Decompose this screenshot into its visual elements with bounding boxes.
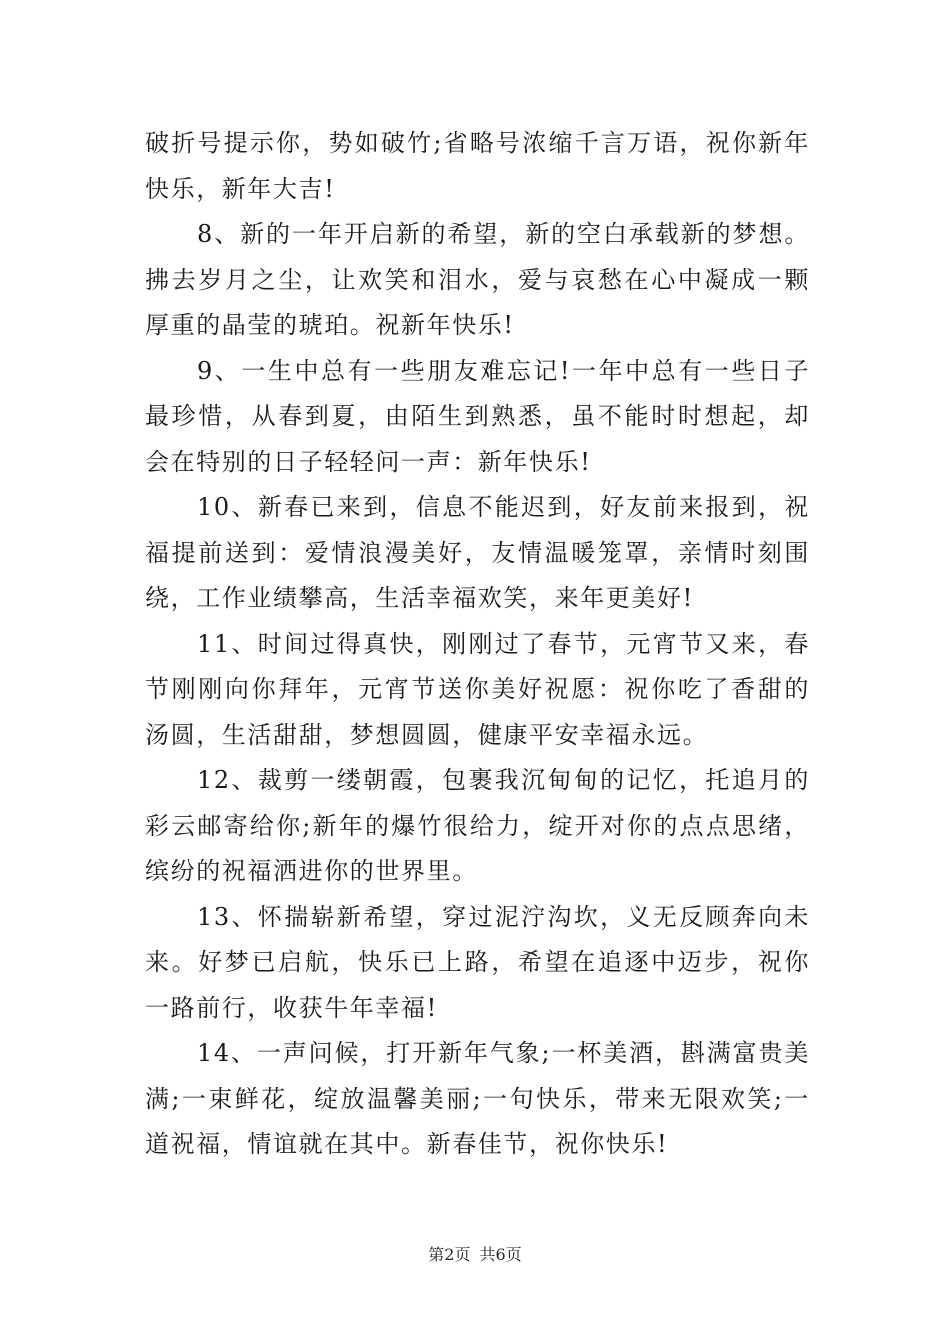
page-number: 第2页	[428, 1245, 471, 1264]
paragraph-5: 11、时间过得真快，刚刚过了春节，元宵节又来，春节刚刚向你拜年，元宵节送你美好祝愿：祝你吃了香甜的汤圆，生活甜甜，梦想圆圆，健康平安幸福永远。	[145, 629, 810, 749]
paragraph-8: 14、一声问候，打开新年气象;一杯美酒，斟满富贵美满;一束鲜花，绽放温馨美丽;一句快乐，带来无限欢笑;一道祝福，情谊就在其中。新春佳节，祝你快乐!	[145, 1039, 810, 1158]
page-footer	[0, 1242, 950, 1265]
paragraph-1: 破折号提示你，势如破竹;省略号浓缩千言万语，祝你新年快乐，新年大吉!	[145, 129, 810, 203]
body-text	[145, 121, 810, 1168]
paragraph-3: 9、一生中总有一些朋友难忘记!一年中总有一些日子最珍惜，从春到夏，由陌生到熟悉，虽不能时时想起，却会在特别的日子轻轻问一声：新年快乐!	[145, 356, 810, 476]
paragraph-2: 8、新的一年开启新的希望，新的空白承载新的梦想。拂去岁月之尘，让欢笑和泪水，爱与哀愁在心中凝成一颗厚重的晶莹的琥珀。祝新年快乐!	[145, 220, 810, 339]
paragraph-7: 13、怀揣崭新希望，穿过泥泞沟坎，义无反顾奔向未来。好梦已启航，快乐已上路，希望在追逐中迈步，祝你一路前行，收获牛年幸福!	[145, 902, 810, 1022]
page-total: 共6页	[479, 1245, 522, 1264]
paragraph-4: 10、新春已来到，信息不能迟到，好友前来报到，祝福提前送到：爱情浪漫美好，友情温暖笼罩，亲情时刻围绕，工作业绩攀高，生活幸福欢笑，来年更美好!	[145, 493, 810, 612]
paragraph-6: 12、裁剪一缕朝霞，包裹我沉甸甸的记忆，托追月的彩云邮寄给你;新年的爆竹很给力，绽开对你的点点思绪，缤纷的祝福洒进你的世界里。	[145, 766, 810, 885]
